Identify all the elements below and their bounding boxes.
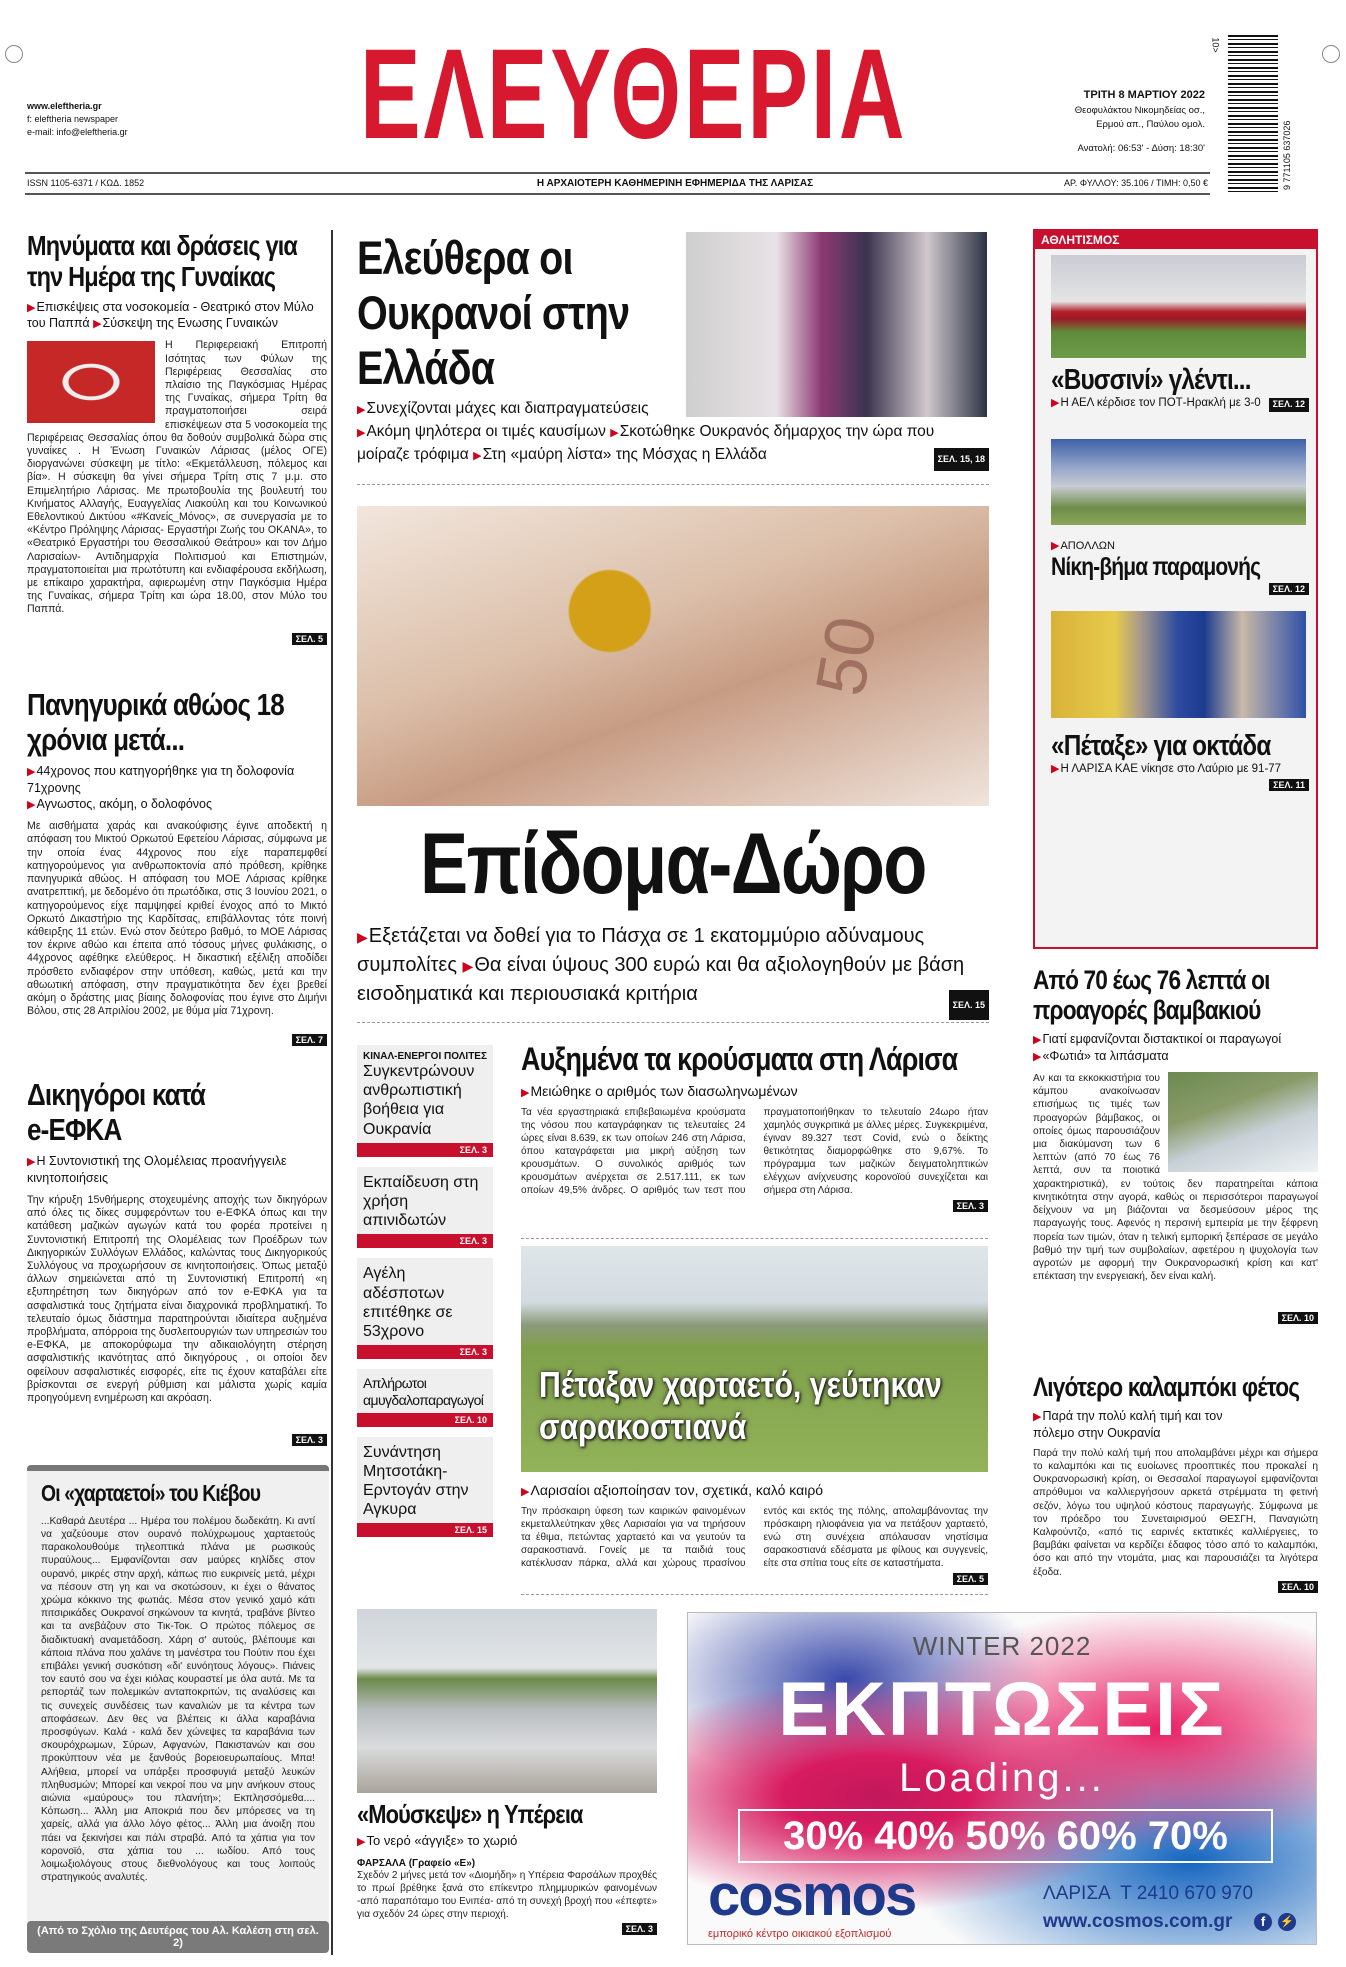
column-kiev-kites[interactable] (27, 1465, 329, 1953)
masthead-rule-bottom (25, 193, 1210, 195)
page-ref: ΣΕΛ. 5 (953, 1573, 988, 1585)
ad-loading: Loading... (899, 1756, 1105, 1800)
article-body: Την κήρυξη 15νθήμερης στοχευμένης αποχής των δικηγόρων από όλες τις δίκες συμφερόντων του e-ΕΦΚΑ όπως και την κατάθεση μαζικών αγωγών κατά του φορέα προτείνει η Συντονιστική Επιτροπή της Ολομέλειας των Προέδρων των Δικηγορικών Συλλόγων Ελλάδος, καλώντας τους Δικηγορικούς Συλλόγους να προχωρήσουν σε κινητοποιήσεις. Όπως μεταξύ άλλων σημειώνεται από τη Συντονιστική Επιτροπή «η εξυπηρέτηση των δικηγόρων από τον e-ΕΦΚΑ για τα ασφαλιστικά τους ζητήματα είναι διαχρονικά προβληματική. Το τελευταίο όμως διάστημα παρατηρούνται ιδιαίτερα αυξημένα προβλήματα, απόρροια της δυσλειτουργιών των υπηρεσιών του e-ΕΦΚΑ, με αποκορύφωμα την αδικαιολόγητη στέρηση ασφαλιστικής ικανότητας από δικηγόρους , οι οποίοι δεν οφείλουν ασφαλιστικές εισφορές, είτε τις έχουν καταβάλει είτε βρίσκονται σε ενεργή ρύθμιση και μάλιστα χωρίς καμία προηγούμενη ενημέρωση και ακρόαση. (27, 1193, 327, 1405)
womens-day-photo (27, 341, 155, 423)
headline: «Μούσκεψε» η Υπέρεια (357, 1799, 583, 1829)
brief-item[interactable]: Απλήρωτοι αμυγδαλοπαραγωγοί ΣΕΛ. 10 (357, 1369, 493, 1427)
article-body: Σχεδόν 2 μήνες μετά τον «Διομήδη» η Υπέρεια Φαρσάλων προχθές το πρωί βρέθηκε ξανά στο επίκεντρο πλημμυρικών φαινομένων -από παραπόταμο του Ενιπέα- από τη συνεχή βροχή που «έπεφτε» για σχεδόν 24 ώρες στην περιοχή. (357, 1870, 657, 1920)
column-divider (331, 230, 333, 1955)
article-body: Την πρόσκαιρη ύφεση των καιρικών φαινομένων εκμεταλλεύτηκαν χθες Λαρισαίοι για να τηρήσουν τα έθιμα, πετώντας χαρταετό και να γευτούν τα σαρακοστιανά. Γονείς με τα παιδιά τους κατέκλυσαν πάρκα, αλλά και χώρους πρασίνου εντός και εκτός της πόλης, απολαμβάνοντας την πρόσκαιρη ηλιοφάνεια για να πετάξουν χαρταετό, ενώ στη συνέχεια απόλαυσαν νηστίσιμα σαρακοστιανά εδέσματα με φίλους και συγγενείς, είτε στα σπίτια τους είτε σε καταστήματα. (521, 1506, 988, 1570)
photo-headline: Πέταξαν χαρταετό, γεύτηκαν σαρακοστιανά (539, 1364, 942, 1447)
kites-park-photo (521, 1246, 988, 1472)
subhead: ▶Παρά την πολύ καλή τιμή και τον πόλεμο στην Ουκρανία (1033, 1409, 1223, 1440)
article-body: Τα νέα εργαστηριακά επιβεβαιωμένα κρούσματα της νόσου που καταγράφηκαν τις τελευταίες 24 ώρες είναι 8.639, εκ των οποίων 246 στη Λάρισα, όπου καταγράφεται μια μικρή αύξηση των κρουσμάτων. Ο συνολικός αριθμός των κρουσμάτων ανέρχεται σε 2.517.111, εκ των οποίων 49,5% άνδρες. Ο αριθμός των τεστ που πραγματοποιήθηκαν το τελευταίο 24ωρο ήταν χαμηλός συγκριτικά με άλλες μέρες. Συγκεκριμένα, έγιναν 89.327 τεστ Covid, ενώ ο δείκτης θετικότητας διαμορφώθηκε στο 9,67%. Το πρόγραμμα των μαζικών δειγματοληπτικών ελέγχων ανίχνευσης κορονοϊού συνεχίζεται και σήμερα στη Λάρισα. (521, 1107, 988, 1197)
briefs-column (357, 1045, 493, 1547)
brief-item[interactable]: Συνάντηση Μητσοτάκη-Ερντογάν στην Αγκυρα ΣΕΛ. 15 (357, 1437, 493, 1538)
headline: Πανηγυρικά αθώος 18 χρόνια μετά... (27, 687, 284, 757)
article-body: Με αισθήματα χαράς και ανακούφισης έγινε αποδεκτή η απόφαση του Μικτού Ορκωτού Εφετείου Λάρισας, σύμφωνα με την οποία ένας 44χρονος που είχε παραπεμφθεί κατηγορούμενος για ανθρωποκτονία από πρόθεση, κρίθηκε πανηγυρικά αθώος. Η απόφαση του ΜΟΕ Λάρισας κρίθηκε ανατρεπτική, με δεδομένο ότι πρωτόδικα, στις 3 Ιουνίου 2021, ο κατηγορούμενος είχε παμψηφεί κριθεί ένοχος από το Μικτό Ορκωτό Δικαστήριο της Καρδίτσας, επιβάλλοντας τότε ποινή κάθειρξης 11 ετών. Ενώ στον δεύτερο βαθμό, το ΜΟΕ Λάρισας τον έκρινε αθώο και έπειτα από τόσους μήνες φυλάκισης, ο 44χρονος αφέθηκε ελεύθερος. Η δικαστική εξέλιξη αποδίδει πρόσθετο ενδιαφέρον στην υπόθεση, καθώς, μετά και την αθωωτική απόφαση, στην πραγματικότητα δεν έχει βρεθεί ακόμη ο δράστης μιας βίαιης δολοφονίας που έγινε στο Διμήνι Βόλου, στις 28 Απριλίου 2002, με θύμα μία 71χρονη. (27, 820, 327, 1018)
banknote-label: 50 (800, 610, 892, 702)
article-body: Παρά την πολύ καλή τιμή που απολαμβάνει μέχρι και σήμερα το καλαμπόκι και τις ευοίωνες προοπτικές που προκαλεί η Ουκρανορωσική κρίση, οι Θεσσαλοί παραγωγοί εμφανίζονται απρόθυμοι να καλλιεργήσουν αρκετά στρέμματα τη φετινή σεζόν, λόγω του υψηλού κόστους παραγωγής. Σύμφωνα με τον πρόεδρο του Συνεταιρισμού ΘΕΣΓΗ, Παναγιώτη Καλφούντζο, «από τις εαρινές εκτατικές καλλιέργειες, το βαμβάκι φαίνεται να κερδίζει έδαφος τόσο από το καλαμπόκι, όσο και από την ντομάτα, μιας και παρουσιάζει τα λιγότερα έξοδα. (1033, 1447, 1318, 1578)
divider (357, 1022, 989, 1023)
brief-item[interactable]: Αγέλη αδέσποτων επιτέθηκε σε 53χρονο ΣΕΛ. 3 (357, 1258, 493, 1359)
email-link[interactable]: e-mail: info@eleftheria.gr (27, 127, 128, 137)
headline: Λιγότερο καλαμπόκι φέτος (1033, 1372, 1300, 1402)
nameday-2: Ερμού απ., Παύλου ομολ. (1096, 119, 1205, 130)
article-body: Η Περιφερειακή Επιτροπή Ισότητας των Φύλων της Περιφέρειας Θεσσαλίας στο πλαίσιο της Παγκόσμιας Ημέρας της Γυναίκας, σήμερα Τρίτη θα πραγματοποιήσει σειρά επισκέψεων στα 5 νοσοκομεία της Περιφέρειας Θεσσαλίας όπου θα δοθούν συμβολικά δώρα στις γυναίκες . Η Ένωση Γυναικών Λάρισας (μέλος ΟΓΕ) διοργανώνει σύσκεψη με τίτλο: «Εκμετάλλευση, πόλεμος και βία». Η σύσκεψη θα γίνει σήμερα Τρίτη στις 7 μ.μ. στο Επιμελητήριο Λάρισας. Με πρωτοβουλία της βουλευτή του Κινήματος Αλλαγής, Ευαγγελίας Λιακούλη και του Κοινωνικού Εθελοντικού Δικτύου «#Κανείς_Μόνος», σε συνεργασία με το «Κέντρο Πρόληψης Λάρισας- Εργαστήρι Ζωής του ΟΚΑΝΑ», το «Θεατρικό Εργαστήρι του Θεσσαλικού Θεάτρου» και τον Δήμο Λαρισαίων- Αντιδημαρχία Πολιτισμού και Επιστημών, πραγματοποιείται μια πρωτότυπη και ενδιαφέρουσα εκδήλωση, με επίκαιρο χαρακτήρα, αφιερωμένη στην Παγκόσμια Ημέρα της Γυναίκας, σήμερα Τρίτη και ώρα 18.00, στον Μύλο του Παππά. (27, 339, 327, 616)
page-ref: ΣΕΛ. 7 (292, 1034, 327, 1046)
column-body: ...Καθαρά Δευτέρα ... Ημέρα του πολέμου δωδεκάτη. Κι αντί να χαζεύουμε στον ουρανό πολύχρωμους χαρταετούς παρακολουθούμε τηλεοπτικά πλάνα με ρωσικούς πυραύλους... Εμφανίζονται σαν μαύρες κηλίδες στον ουρανό, μικρές στην αρχή, κάπως πιο ευκρινείς μετά, μέχρι να πέσουν στη γη και να σκοτώσουν, κι έχει ο θάνατος χρώμα κόκκινο της φωτιάς. Μέσα στον γενικό χαμό κάτι πιτσιρικάδες Ουκρανοί σηκώνουν τα κινητά, τραβάνε βίντεο και τα ανεβάζουν στο Τικ-Τοκ. Ο πρώτος πόλεμος σε διαδικτυακή αναμετάδοση. Χάρη σ' αυτούς, βλέπουμε και κάποια πλάνα που χαλάνε τη μανέστρα του Πούτιν που έχει επιβάλει γενική συσκότιση «δι' ευνόητους λόγους». Πιάνεις τον εαυτό σου να έχει κιόλας κουραστεί με όλα αυτά. Με τα ρεπορτάζ των πολεμικών ανταποκριτών, τις αναλύσεις και τις συνεχείς συνδέσεις των καναλιών με τα κέντρα των αποφάσεων. Δεν θες να βλέπεις κι άλλα καραβάνια προσφύγων. Καλά - καλά δεν χώνεψες τα καραβάνια των σκουρόχρωμων, Σύρων, Αφγανών, Πακιστανών και σου προκύπτουν νέα με ξανθούς βορειοευρωπαίους. Μπα! Αλήθεια, μπορεί να υπάρξει προσφυγιά μεταξύ λευκών πληθυσμών; Μπορεί και νεκροί που να μην ανήκουν στους αιώνια «μαύρους» του πλανήτη»; Εκπλησσόμεθα.... Κόπωση... Άλλη μια Αποκριά που δεν μπόρεσες να τη χαρείς, αλλά για άλλο λόγο φέτος... Άλλη μια άνοιξη που πάει να ξεκινήσει και πάλι στραβά. Από τα χάπια για τον κορονοϊό, στα χάπια του ... ιωδίου. Από τους λοιμωξιολόγους στους διεθνολόγους και τους λοιπούς στρατηγικούς αναλυτές. (41, 1515, 315, 1884)
headline: Δικηγόροι κατά e-ΕΦΚΑ (27, 1077, 206, 1147)
ad-brand-logo: cosmos (708, 1863, 916, 1928)
article-cotton[interactable] (1033, 965, 1318, 1324)
sports-item[interactable]: «Πέταξε» για οκτάδα ▶Η ΛΑΡΙΣΑ ΚΑΕ νίκησε στο Λαύριο με 91-77 ΣΕΛ. 11 (1051, 611, 1309, 791)
barcode (1228, 35, 1278, 195)
article-womens-day[interactable] (27, 230, 327, 645)
article-corn[interactable] (1033, 1372, 1318, 1593)
football-goal-photo (1051, 439, 1306, 525)
ad-headline: ΕΚΠΤΩΣΕΙΣ (778, 1667, 1226, 1752)
sports-section (1033, 229, 1318, 949)
headline: Ελεύθερα οι Ουκρανοί στην Ελλάδα (357, 231, 630, 394)
headline: Οι «χαρταετοί» του Κιέβου (41, 1480, 261, 1506)
page-ref: ΣΕΛ. 3 (953, 1200, 988, 1212)
page-ref: ΣΕΛ. 3 (622, 1923, 657, 1935)
registration-mark (1322, 45, 1340, 63)
headline: Μηνύματα και δράσεις για την Ημέρα της Γυναίκας (27, 230, 298, 293)
sports-item[interactable]: ▶ΑΠΟΛΛΩΝ Νίκη-βήμα παραμονής ΣΕΛ. 12 (1051, 439, 1309, 595)
cotton-photo (1168, 1072, 1318, 1172)
basketball-photo (1051, 611, 1306, 718)
refugees-photo (686, 232, 987, 417)
sun-times: Ανατολή: 06:53' - Δύση: 18:30' (1077, 143, 1205, 154)
bullet-icon: ▶ (27, 301, 36, 314)
facebook-icon[interactable]: f (1254, 1913, 1272, 1931)
ad-tagline: εμπορικό κέντρο οικιακού εξοπλισμού (708, 1928, 892, 1940)
bonus-subheads: ▶Εξετάζεται να δοθεί για το Πάσχα σε 1 εκατομμύριο αδύναμους συμπολίτες ▶Θα είναι ύψους 300 ευρώ και θα αξιολογηθούν με βάση εισοδηματικά και περιουσιακά κριτήρια ΣΕΛ. 15 (357, 922, 989, 1020)
banknotes-gift-photo (357, 506, 989, 806)
logo: ΕΛΕΥΘΕΡΙΑ (360, 23, 908, 166)
headline-bonus[interactable]: Επίδομα-Δώρο (419, 816, 926, 912)
page-ref: ΣΕΛ. 15, 18 (934, 448, 989, 471)
page-ref: ΣΕΛ. 10 (1278, 1312, 1318, 1324)
article-flood[interactable] (357, 1800, 657, 1935)
subhead: ▶Λαρισαίοι αξιοποίησαν τον, σχετικά, καλό καιρό (521, 1482, 824, 1498)
ad-discounts: 30% 40% 50% 60% 70% (738, 1809, 1273, 1863)
cosmos-advertisement[interactable] (687, 1612, 1317, 1945)
masthead-rule-top (25, 172, 1210, 174)
football-photo (1051, 255, 1306, 358)
divider (521, 1238, 988, 1239)
article-acquittal[interactable] (27, 688, 327, 1046)
page-ref: ΣΕΛ. 15 (949, 990, 989, 1020)
divider (521, 1594, 988, 1595)
barcode-top: 10> (1210, 37, 1221, 53)
brief-item[interactable]: ΚΙΝΑΛ-ΕΝΕΡΓΟΙ ΠΟΛΙΤΕΣ Συγκεντρώνουν ανθρωπιστική βοήθεια για Ουκρανία ΣΕΛ. 3 (357, 1045, 493, 1157)
section-label: ΑΘΛΗΤΙΣΜΟΣ (1035, 231, 1316, 249)
ad-season: WINTER 2022 (912, 1631, 1092, 1661)
website-link[interactable]: www.eleftheria.gr (27, 101, 102, 111)
sports-item[interactable]: «Βυσσινί» γλέντι... ΣΕΛ. 12 ▶Η ΑΕΛ κέρδισε τον ΠΟΤ-Ηρακλή με 3-0 (1051, 255, 1309, 412)
tagline: Η ΑΡΧΑΙΟΤΕΡΗ ΚΑΘΗΜΕΡΙΝΗ ΕΦΗΜΕΡΙΔΑ ΤΗΣ ΛΑΡΙΣΑΣ (536, 178, 814, 189)
column-footer: (Από το Σχόλιο της Δευτέρας του Αλ. Καλέση στη σελ. 2) (27, 1921, 329, 1953)
masthead-contacts (27, 100, 128, 139)
date: ΤΡΙΤΗ 8 ΜΑΡΤΙΟΥ 2022 (1083, 89, 1205, 101)
issn: ISSN 1105-6371 / ΚΩΔ. 1852 (27, 178, 145, 188)
subhead: ▶Επισκέψεις στα νοσοκομεία - Θεατρικό στον Μύλο του Παππά ▶Σύσκεψη της Ενωσης Γυναικών (27, 299, 314, 331)
ad-website[interactable]: www.cosmos.com.gr (1043, 1911, 1233, 1932)
ad-phone: ΛΑΡΙΣΑ T 2410 670 970 (1043, 1883, 1254, 1904)
subhead: ▶Η Συντονιστική της Ολομέλειας προανήγγειλε κινητοποιήσεις (27, 1154, 287, 1185)
masthead-info (1010, 88, 1205, 156)
flooded-road-photo (357, 1609, 657, 1793)
messenger-icon[interactable]: ⚡ (1278, 1913, 1296, 1931)
subhead: ▶Γιατί εμφανίζονται διστακτικοί οι παραγωγοί ▶«Φωτιά» τα λιπάσματα (1033, 1032, 1282, 1063)
article-kites[interactable] (521, 1481, 988, 1585)
article-body: Αν και τα εκκοκκιστήρια του κάμπου ανακοίνωσαν επισήμως τις τιμές των προαγορών βάμβακος, οι οποίες όμως παρουσιάζουν μια διακύμανση των 6 λεπτών (από 70 έως 76 λεπτά, συν τα ποιοτικά χαρακτηριστικά), εν τούτοις δεν παρατηρείται κάποια κινητικότητα στην αγορά, καθώς οι περισσότεροι παραγωγοί δείχνουν να μη βιάζονται να δεσμεύσουν μέρος της παραγωγής τους. Αφενός η περσινή εμπειρία με την ξέφρενη πορεία των τιμών, όταν η τελική εμπορική ξεπέρασε σε μεγάλο βαθμό την τιμή των συμβολαίων, αφετέρου η ψυχολογία των αγροτών με αφορμή την Ουκρανορωσική κρίση και κατ' επέκταση την ενεργειακή, δεν είναι καλή. (1033, 1073, 1318, 1283)
page-ref: ΣΕΛ. 5 (292, 633, 327, 645)
registration-mark (5, 45, 23, 63)
subhead: ▶44χρονος που κατηγορήθηκε για τη δολοφονία 71χρονης ▶Αγνωστος, ακόμη, ο δολοφόνος (27, 764, 295, 811)
dateline: ΦΑΡΣΑΛΑ (Γραφείο «Ε») (357, 1858, 476, 1869)
article-lawyers[interactable] (27, 1078, 327, 1446)
article-ukraine[interactable] (357, 230, 989, 470)
headline: Αυξημένα τα κρούσματα στη Λάρισα (521, 1041, 958, 1077)
facebook-link[interactable]: f: eleftheria newspaper (27, 114, 119, 124)
issue-price: ΑΡ. ΦΥΛΛΟΥ: 35.106 / ΤΙΜΗ: 0,50 € (1063, 178, 1208, 188)
divider (357, 484, 989, 485)
subheads: ▶Συνεχίζονται μάχες και διαπραγματεύσεις ▶Ακόμη ψηλότερα οι τιμές καυσίμων ▶Σκοτώθηκε Ουκρανός δήμαρχος την ώρα που μοίραζε τρόφιμα ▶Στη «μαύρη λίστα» της Μόσχας η Ελλάδα ΣΕΛ. 15, 18 (357, 398, 989, 471)
bullet-icon: ▶ (93, 318, 102, 331)
page-ref: ΣΕΛ. 3 (292, 1434, 327, 1446)
subhead: ▶Μειώθηκε ο αριθμός των διασωληνωμένων (521, 1082, 798, 1099)
nameday: Θεοφυλάκτου Νικομηδείας οσ., (1074, 105, 1205, 116)
page-ref: ΣΕΛ. 10 (1278, 1581, 1318, 1593)
headline: Από 70 έως 76 λεπτά οι προαγορές βαμβακιού (1033, 965, 1270, 1026)
subhead: ▶Το νερό «άγγιξε» το χωριό (357, 1833, 518, 1849)
barcode-number: 9 771105 637026 (1282, 120, 1292, 190)
brief-item[interactable]: Εκπαίδευση στη χρήση απινιδωτών ΣΕΛ. 3 (357, 1167, 493, 1249)
article-covid[interactable] (521, 1042, 988, 1212)
